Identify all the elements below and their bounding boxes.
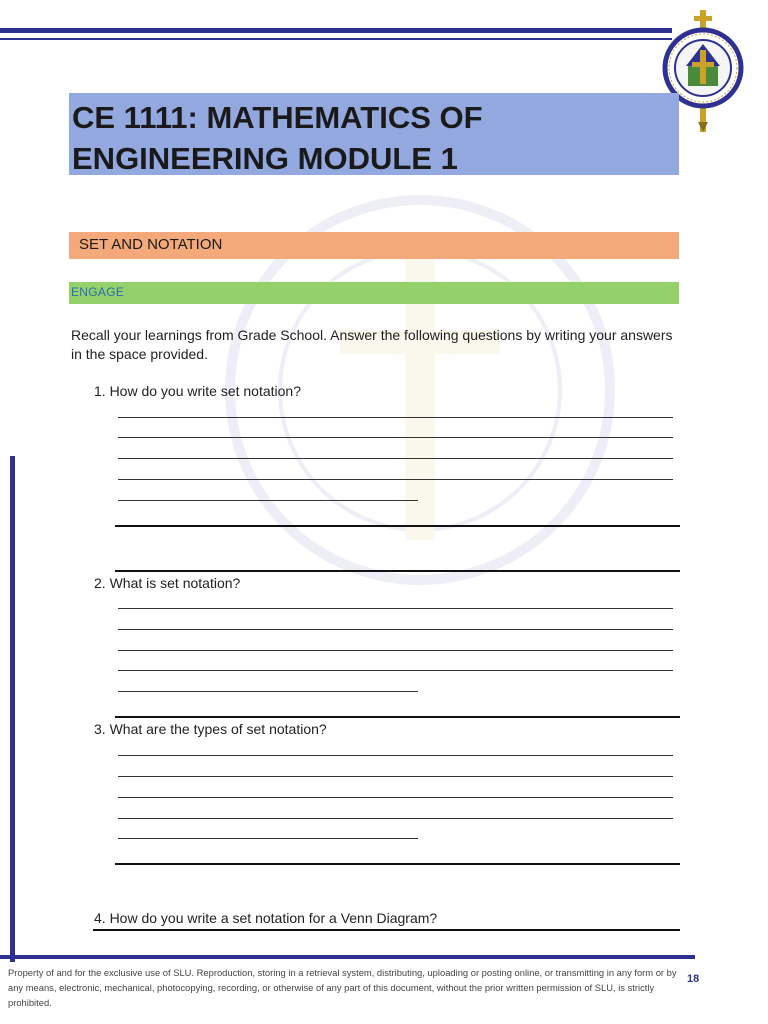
divider-line <box>115 863 680 865</box>
copyright-notice: Property of and for the exclusive use of SLU. Reproduction, storing in a retrieval system, distributing, uploading or posting online, or transmitting in any form or by any means, electronic, mechanical, photocopying, recording, or otherwise of any part of this document, without the prior written permission of SLU, is strictly prohibited. <box>8 967 677 1008</box>
answer-line[interactable] <box>118 755 673 756</box>
answer-line[interactable] <box>118 500 418 501</box>
top-rule-thin <box>0 38 672 40</box>
title-line-2: ENGINEERING MODULE 1 <box>72 141 458 176</box>
subsection-heading: ENGAGE <box>71 285 125 299</box>
title-line-1: CE 1111: MATHEMATICS OF <box>72 100 483 135</box>
divider-line <box>115 716 680 718</box>
answer-line[interactable] <box>118 776 673 777</box>
answer-line[interactable] <box>118 650 673 651</box>
answer-line[interactable] <box>118 691 418 692</box>
divider-line <box>115 525 680 527</box>
page-title <box>72 97 483 179</box>
question-2: 2. What is set notation? <box>94 575 241 591</box>
question-4: 4. How do you write a set notation for a Venn Diagram? <box>94 910 438 926</box>
question-1: 1. How do you write set notation? <box>94 383 302 399</box>
answer-line[interactable] <box>118 629 673 630</box>
divider-line <box>115 570 680 572</box>
answer-line[interactable] <box>118 797 673 798</box>
divider-line <box>93 929 680 931</box>
page-number: 18 <box>687 973 700 985</box>
left-margin-rule <box>10 456 15 962</box>
subsection-banner <box>69 282 679 304</box>
bottom-rule <box>0 955 695 959</box>
section-heading: SET AND NOTATION <box>79 236 223 253</box>
answer-line[interactable] <box>118 670 673 671</box>
intro-text: Recall your learnings from Grade School. Answer the following questions by writing your answers in the space provided. <box>71 327 673 362</box>
answer-line[interactable] <box>118 458 673 459</box>
answer-line[interactable] <box>118 838 418 839</box>
answer-line[interactable] <box>118 417 673 418</box>
answer-line[interactable] <box>118 608 673 609</box>
answer-line[interactable] <box>118 437 673 438</box>
question-3: 3. What are the types of set notation? <box>94 721 327 737</box>
top-rule <box>0 28 672 33</box>
answer-line[interactable] <box>118 479 673 480</box>
answer-line[interactable] <box>118 818 673 819</box>
